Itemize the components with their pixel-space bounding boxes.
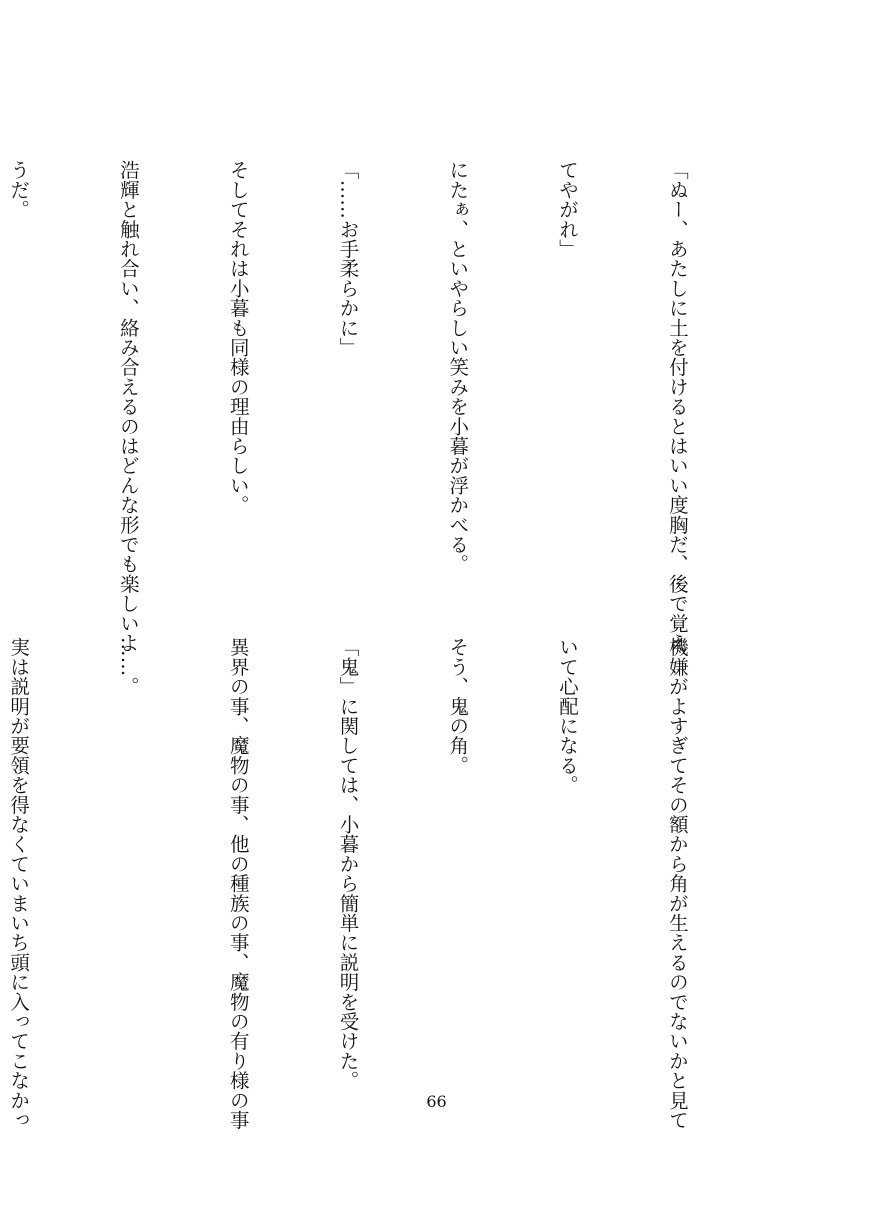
- text-line: そしてそれは小暮も同様の理由らしい。: [226, 160, 250, 515]
- text-line: 異界の事、魔物の事、他の種族の事、魔物の有り様の事: [226, 637, 250, 1130]
- text-line: 「鬼」に関しては、小暮から簡単に説明を受けた。: [336, 637, 360, 1091]
- text-line: 実は説明が要領を得なくていまいち頭に入ってこなかっ: [7, 637, 31, 1130]
- text-line: 「……お手柔らかに」: [336, 160, 360, 357]
- upper-text-block: [7, 160, 768, 653]
- text-line: 機嫌がよすぎてその額から角が生えるのでないかと見て: [665, 637, 689, 1130]
- text-line: てやがれ」: [556, 160, 580, 259]
- text-line: そう、鬼の角。: [446, 637, 470, 775]
- text-line: 「ぬー、あたしに土を付けるとはいい度胸だ、後で覚え: [665, 160, 689, 653]
- text-line: 浩輝と触れ合い、絡み合えるのはどんな形でも楽しいよ: [116, 160, 140, 653]
- text-line: いて心配になる。: [556, 637, 580, 795]
- page-number: 66: [426, 1092, 447, 1111]
- text-line: にたぁ、といやらしい笑みを小暮が浮かべる。: [446, 160, 470, 574]
- text-line: ……。: [116, 637, 140, 697]
- text-line: うだ。: [7, 160, 31, 220]
